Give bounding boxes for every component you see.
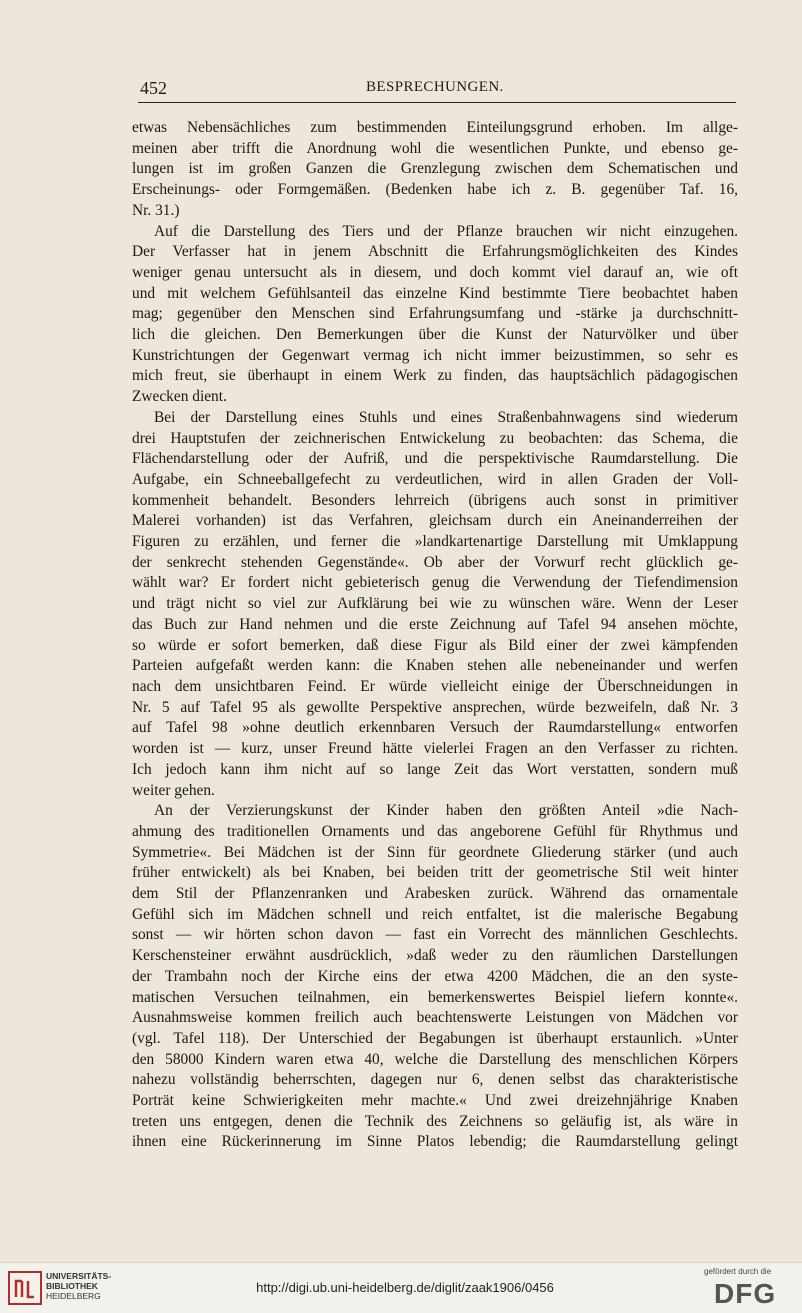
text-line: der senkrecht stehenden Gegenstände«. Ob aber der Vorwurf recht glücklich ge- (132, 553, 738, 571)
text-line: sonst — wir hörten schon davon — fast ein Vorrecht des männlichen Geschlechts. (132, 926, 738, 944)
text-line: den 58000 Kindern waren etwa 40, welche die Darstellung des menschlichen Körpers (132, 1050, 738, 1068)
text-line: worden ist — kurz, unser Freund hätte vielerlei Fragen an den Verfasser zu richten. (132, 740, 738, 758)
text-line: dem Stil der Pflanzenranken und Arabesken zurück. Während das ornamentale (132, 885, 738, 903)
text-line: Kunstrichtungen der Gegenwart vermag ich nicht immer beizustimmen, so sehr es (132, 346, 738, 364)
text-line: Malerei vorhanden) ist das Verfahren, gleichsam durch ein Aneinanderreihen der (132, 512, 738, 530)
text-line: mag; gegenüber den Menschen sind Erfahrungsumfang und -stärke ja durchschnitt- (132, 305, 738, 323)
text-line: auf Tafel 98 »ohne deutlich erkennbaren Versuch der Raumdarstellung« entworfen (132, 719, 738, 737)
text-line: Ausnahmsweise kommen freilich auch beachtenswerte Leistungen von Mädchen vor (132, 1009, 738, 1027)
text-line: Der Verfasser hat in jenem Abschnitt die Erfahrungsmöglichkeiten des Kindes (132, 243, 738, 261)
text-line: drei Hauptstufen der zeichnerischen Entwickelung zu beobachten: das Schema, die (132, 429, 738, 447)
text-line: (vgl. Tafel 118). Der Unterschied der Begabungen ist überhaupt erstaunlich. »Unter (132, 1029, 738, 1047)
page-number: 452 (140, 78, 167, 98)
text-line: Ich jedoch kann ihm nicht auf so lange Zeit das Wort verstatten, sondern muß (132, 760, 738, 778)
text-line: nach dem unsichtbaren Feind. Er würde vielleicht einige der Überschneidungen in (132, 677, 738, 695)
text-line: ihnen eine Rückerinnerung im Sinne Platos lebendig; die Raumdarstellung gelingt (132, 1133, 738, 1151)
permalink-url[interactable]: http://digi.ub.uni-heidelberg.de/diglit/zaak1906/0456 (256, 1280, 554, 1295)
text-line: Nr. 31.) (132, 201, 180, 219)
text-line: mich freut, sie überhaupt in einem Werk zu finden, das hauptsächlich pädagogischen (132, 367, 738, 385)
text-line: ahmung des traditionellen Ornaments und das angeborene Gefühl für Rhythmus und (132, 822, 738, 840)
text-line: etwas Nebensächliches zum bestimmenden Einteilungsgrund erhoben. Im allge- (132, 119, 738, 136)
text-line: Zwecken dient. (132, 388, 227, 406)
running-title: BESPRECHUNGEN. (366, 79, 504, 95)
funding-caption: gefördert durch die (704, 1267, 772, 1276)
text-line: das Buch zur Hand nehmen und die erste Zeichnung auf Tafel 94 ansehen möchte, (132, 615, 738, 633)
text-line: Auf die Darstellung des Tiers und der Pflanze brauchen wir nicht einzugehen. (154, 222, 738, 240)
text-line: so würde er sofort bemerken, daß diese Figur als Bild einer der zwei kämpfenden (132, 636, 738, 654)
library-name (46, 1271, 111, 1301)
text-line: Nr. 5 auf Tafel 95 als gewollte Perspektive ansprechen, würde bezweifeln, daß Nr. 3 (132, 698, 738, 716)
dfg-logo[interactable]: DFG (714, 1278, 777, 1309)
library-name-line: BIBLIOTHEK (46, 1281, 98, 1291)
text-line: und mit welchem Gefühlsanteil das einzelne Kind bestimmte Tiere beobachtet haben (132, 284, 738, 302)
text-line: Aufgabe, ein Schneeballgefecht zu verdeutlichen, wird in allen Graden der Voll- (132, 470, 738, 488)
text-line: matischen Versuchen teilnahmen, ein bemerkenswertes Beispiel liefern konnte«. (132, 988, 738, 1006)
text-line: Flächendarstellung oder der Aufriß, und die perspektivische Raumdarstellung. Die (132, 450, 738, 468)
text-line: früher entwickelt) als bei Knaben, bei beiden tritt der geometrische Stil weit hinter (132, 864, 738, 882)
text-line: Erscheinungs- oder Formgemäßen. (Bedenken habe ich z. B. gegenüber Taf. 16, (132, 181, 738, 199)
running-head (138, 78, 736, 103)
text-line: meinen aber trifft die Anordnung wohl die wesentlichen Punkte, und ebenso ge- (132, 139, 738, 157)
text-line: Porträt keine Schwierigkeiten mehr machte.« Und zwei dreizehnjährige Knaben (132, 1092, 738, 1110)
university-library-logo-icon[interactable] (8, 1271, 42, 1305)
text-line: Figuren zu erzählen, und ferner die »landkartenartige Darstellung mit Umklappung (132, 533, 738, 551)
text-line: lungen ist im großen Ganzen die Grenzlegung zwischen dem Schematischen und (132, 160, 738, 178)
text-line: lich die gleichen. Den Bemerkungen über die Kunst der Naturvölker und über (132, 326, 738, 344)
text-line: Kerschensteiner erwähnt ausdrücklich, »daß weder zu den räumlichen Darstellungen (132, 947, 738, 965)
text-line: nahezu vollständig beherrschten, dagegen nur 6, denen selbst das charakteristische (132, 1071, 738, 1089)
library-name-line: UNIVERSITÄTS- (46, 1271, 112, 1281)
text-line: Symmetrie«. Bei Mädchen ist der Sinn für geordnete Gliederung stärker (und auch (132, 843, 738, 861)
viewer-footer (0, 1262, 802, 1313)
body-text (132, 118, 738, 1153)
text-line: wählt war? Er fordert nicht gebieterisch genug die Verwendung der Tiefendimension (132, 574, 738, 592)
text-line: An der Verzierungskunst der Kinder haben den größten Anteil »die Nach- (154, 802, 738, 820)
text-line: Gefühl sich im Mädchen schnell und reich entfaltet, ist die malerische Begabung (132, 905, 738, 923)
text-line: Parteien aufgefaßt werden kann: die Knaben stehen alle nebeneinander und werfen (132, 657, 738, 675)
text-line: weiter gehen. (132, 781, 215, 799)
library-name-line: HEIDELBERG (46, 1291, 101, 1301)
text-line: treten uns entgegen, denen die Technik des Zeichnens so geläufig ist, als wäre in (132, 1112, 738, 1130)
text-line: Bei der Darstellung eines Stuhls und eines Straßenbahnwagens sind wiederum (154, 408, 738, 426)
text-line: weniger genau untersucht als in diesem, und doch kommt viel darauf an, wie oft (132, 263, 738, 281)
text-line: kommenheit behandelt. Besonders lehrreich (übrigens auch sonst in primitiver (132, 491, 738, 509)
text-line: und trägt nicht so viel zur Aufklärung bei wie zu wünschen wäre. Wenn der Leser (132, 595, 738, 613)
text-line: der Trambahn noch der Kirche eins der etwa 4200 Mädchen, die an den syste- (132, 967, 738, 985)
